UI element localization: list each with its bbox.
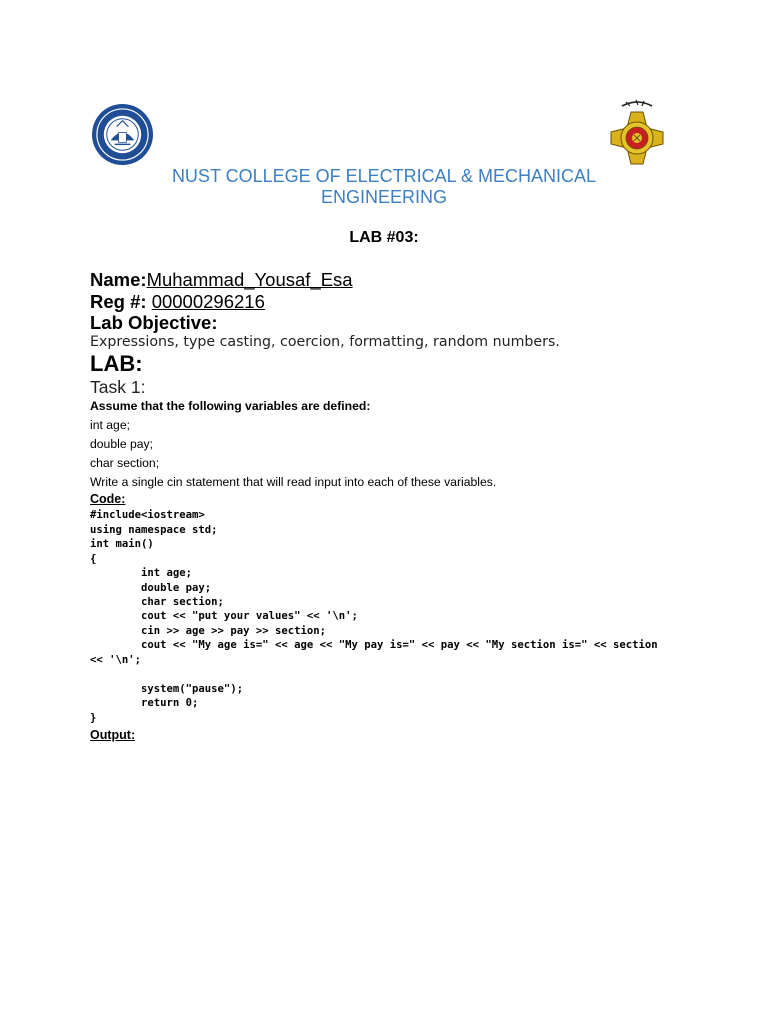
lab-heading: LAB:	[90, 351, 143, 376]
college-crest-logo	[606, 96, 668, 168]
task-line-1: Assume that the following variables are defined:	[90, 399, 371, 413]
university-seal-logo	[91, 103, 154, 166]
task-line-3: double pay;	[90, 437, 154, 451]
output-label: Output:	[90, 728, 136, 742]
code-line-2: using namespace std;	[90, 524, 218, 536]
code-line-6: double pay;	[90, 582, 212, 594]
code-line-1: #include<iostream>	[90, 509, 205, 521]
objective-text: Expressions, type casting, coercion, formatting, random numbers.	[90, 334, 560, 350]
code-line-15: }	[90, 712, 97, 724]
code-line-7: char section;	[90, 596, 224, 608]
code-label: Code:	[90, 492, 126, 506]
registration-number: 00000296216	[151, 291, 265, 312]
student-name-row	[90, 269, 353, 291]
college-name-line1: NUST COLLEGE OF ELECTRICAL & MECHANICAL	[171, 166, 597, 186]
task-line-2: int age;	[90, 418, 130, 432]
task-title: Task 1:	[90, 377, 146, 397]
registration-row	[90, 291, 265, 313]
code-line-8: cout << "put your values" << '\n';	[90, 610, 358, 622]
code-line-3: int main()	[90, 538, 154, 550]
code-line-9: cin >> age >> pay >> section;	[90, 625, 326, 637]
code-line-11: << '\n';	[90, 654, 142, 666]
task-line-4: char section;	[90, 456, 160, 470]
college-name-line2: ENGINEERING	[320, 187, 448, 207]
name-label: Name:	[90, 269, 147, 290]
student-name-value: Muhammad_Yousaf_Esa	[146, 269, 353, 290]
code-line-10: cout << "My age is=" << age << "My pay is=" << pay << "My section is=" << section	[90, 639, 658, 651]
code-line-14: return 0;	[90, 697, 199, 709]
objective-label: Lab Objective:	[90, 312, 218, 333]
reg-label: Reg #:	[90, 291, 147, 312]
code-line-5: int age;	[90, 567, 193, 579]
task-line-5: Write a single cin statement that will read input into each of these variables.	[90, 475, 497, 489]
code-line-4: {	[90, 553, 97, 565]
lab-number: LAB #03:	[349, 229, 419, 246]
code-line-13: system("pause");	[90, 683, 244, 695]
